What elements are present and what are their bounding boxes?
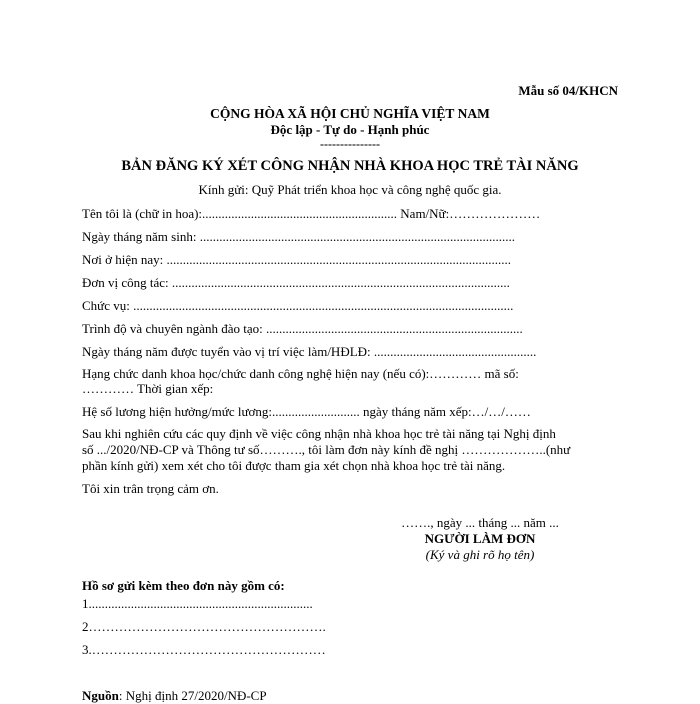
attachment-item-3: 3.……………………………………………… (82, 642, 326, 657)
field-education: Trình độ và chuyên ngành đào tạo: ............................................................................... (82, 321, 523, 336)
request-paragraph-line-2: số .../2020/NĐ-CP và Thông tư số………., tôi làm đơn này kính đề nghị ………………..(như (82, 442, 571, 457)
field-residence: Nơi ở hiện nay: .......................................................................................................... (82, 252, 512, 267)
signature-date: ……., ngày ... tháng ... năm ... (401, 515, 559, 530)
attachment-item-1: 1..................................................................... (82, 596, 313, 611)
field-name: Tên tôi là (chữ in hoa):............................................................ Nam/Nữ:………………… (82, 206, 541, 221)
request-paragraph-line-1: Sau khi nghiên cứu các quy định về việc công nhận nhà khoa học trẻ tài năng tại Nghị định (82, 426, 556, 441)
field-recruitment-date: Ngày tháng năm được tuyển vào vị trí việc làm/HĐLĐ: .................................................. (82, 344, 537, 359)
header-divider: --------------- (320, 137, 380, 151)
field-position: Chức vụ: ..................................................................................................................... (82, 298, 514, 313)
document-title: BẢN ĐĂNG KÝ XÉT CÔNG NHẬN NHÀ KHOA HỌC TRẺ TÀI NĂNG (121, 158, 579, 174)
national-title: CỘNG HÒA XÃ HỘI CHỦ NGHĨA VIỆT NAM (210, 106, 490, 121)
field-rank-line-2: ………… Thời gian xếp: (82, 381, 214, 396)
source-text: : Nghị định 27/2020/NĐ-CP (118, 688, 267, 703)
recipient-line: Kính gửi: Quỹ Phát triển khoa học và công nghệ quốc gia. (198, 182, 502, 197)
request-paragraph-line-3: phần kính gửi) xem xét cho tôi được tham gia xét chọn nhà khoa học trẻ tài năng. (82, 458, 506, 473)
source-line (82, 688, 267, 704)
attachment-item-2: 2………………………………………………. (82, 619, 326, 634)
form-code: Mẫu số 04/KHCN (518, 83, 618, 98)
field-date-of-birth: Ngày tháng năm sinh: ................................................................................................. (82, 229, 515, 244)
field-workplace: Đơn vị công tác: ........................................................................................................ (82, 275, 510, 290)
national-motto: Độc lập - Tự do - Hạnh phúc (270, 122, 430, 137)
field-salary: Hệ số lương hiện hưởng/mức lương:........................... ngày tháng năm xếp:…/…/…… (82, 404, 531, 419)
thanks-line: Tôi xin trân trọng cảm ơn. (82, 481, 219, 496)
signature-title: NGƯỜI LÀM ĐƠN (424, 531, 536, 546)
attachments-heading: Hồ sơ gửi kèm theo đơn này gồm có: (82, 578, 285, 593)
source-label: Nguồn (82, 688, 119, 703)
signature-note: (Ký và ghi rõ họ tên) (425, 547, 535, 562)
field-rank-line-1: Hạng chức danh khoa học/chức danh công nghệ hiện nay (nếu có):………… mã số: (82, 366, 519, 381)
